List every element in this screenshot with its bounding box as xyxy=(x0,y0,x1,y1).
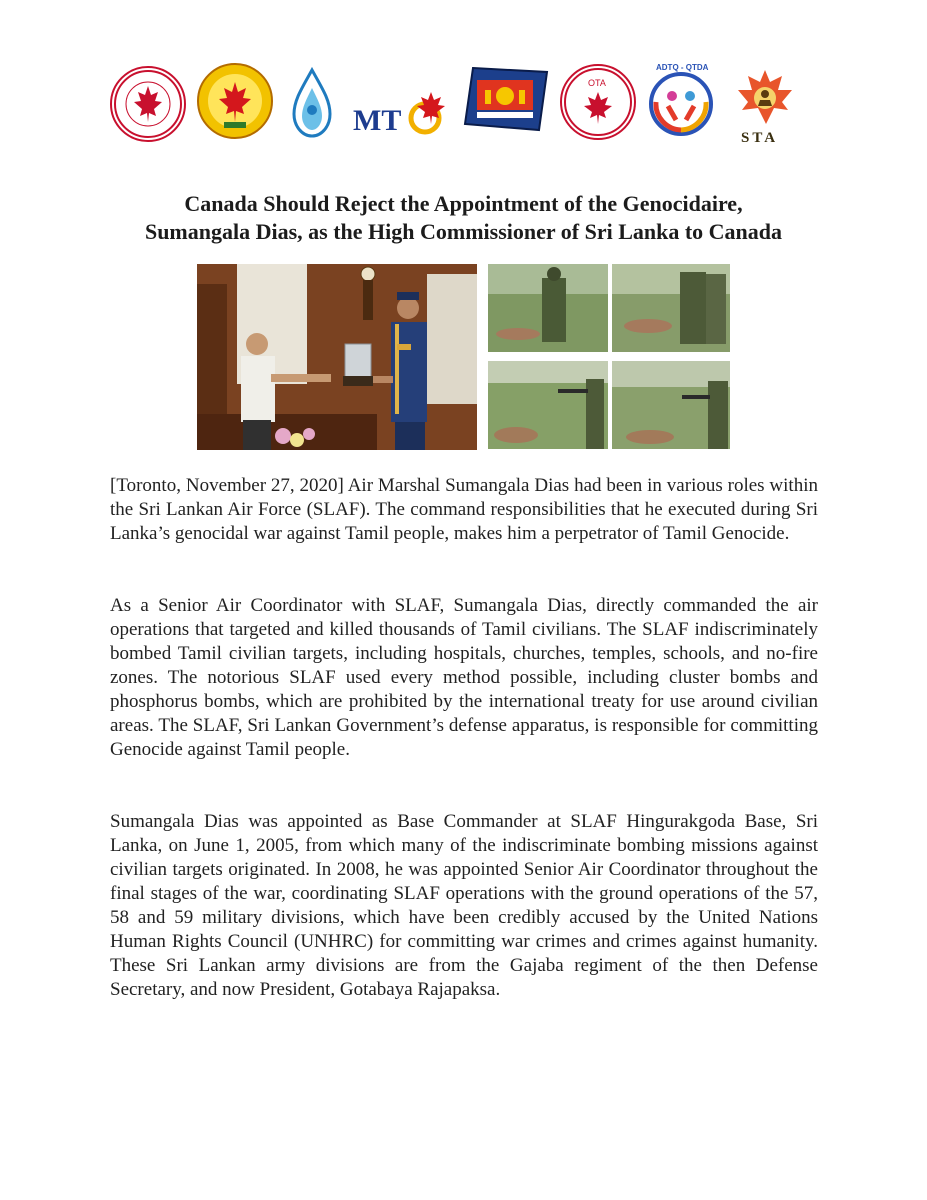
svg-text:OTA: OTA xyxy=(588,78,606,88)
logo-banner xyxy=(108,62,808,146)
tamil-association-maple xyxy=(196,62,274,140)
svg-text:ADTQ - QTDA: ADTQ - QTDA xyxy=(656,63,709,72)
svg-text:STA: STA xyxy=(741,130,779,146)
paragraph-base-commander xyxy=(110,810,818,1002)
paragraph-text: Sumangala Dias was appointed as Base Commander at SLAF Hingurakgoda Base, Sri Lanka, on June 1, 2005, from which many of the indiscriminate bombing missions against civilian targets originated. In 2008, he was appointed Senior Air Coordinator throughout the final stages of the war, coordinating SLAF operations with the ground operations of the 57, 58 and 59 military divisions, which have been credibly accused by the United Nations Human Rights Council (UNHRC) for committing war crimes and crimes against humanity. These Sri Lankan army divisions are from the Gajaba regiment of the then Defense Secretary, and now President, Gotabaya Rajapaksa. xyxy=(110,811,818,1000)
field-photo-1 xyxy=(488,264,608,352)
mississauga-tamil-association-logo xyxy=(463,66,549,132)
ota-logo xyxy=(560,64,636,140)
press-release-title xyxy=(60,190,867,246)
field-photo-3 xyxy=(488,361,608,449)
paragraph-intro xyxy=(110,474,818,546)
water-drop-logo xyxy=(288,66,336,140)
paragraph-air-operations xyxy=(110,594,818,762)
sta-logo xyxy=(730,66,800,146)
mt-maple-logo xyxy=(351,86,449,138)
handover-photo xyxy=(197,264,477,450)
title-line-1: Canada Should Reject the Appointment of the Genocidaire, xyxy=(184,191,743,216)
paragraph-text: [Toronto, November 27, 2020] Air Marshal Sumangala Dias had been in various roles within the Sri Lankan Air Force (SLAF). The command responsibilities that he executed during Sri Lanka’s genocidal war against Tamil people, makes him a perpetrator of Tamil Genocide. xyxy=(110,475,818,544)
paragraph-text: As a Senior Air Coordinator with SLAF, Sumangala Dias, directly commanded the air operations that targeted and killed thousands of Tamil civilians. The SLAF indiscriminately bombed Tamil civilian targets, including hospitals, churches, temples, schools, and no-fire zones. The notorious SLAF used every method possible, including cluster bombs and phosphorus bombs, which are prohibited by the international treaty for use around civilian areas. The SLAF, Sri Lankan Government’s defense apparatus, is responsible for committing Genocide against Tamil people. xyxy=(110,595,818,760)
field-photo-2 xyxy=(612,264,730,352)
title-line-2: Sumangala Dias, as the High Commissioner of Sri Lanka to Canada xyxy=(144,219,783,244)
field-photo-4 xyxy=(612,361,730,449)
canadian-tamil-congress-seal xyxy=(110,66,186,142)
adtq-qtda-logo xyxy=(646,62,716,138)
svg-text:MT: MT xyxy=(353,104,402,137)
